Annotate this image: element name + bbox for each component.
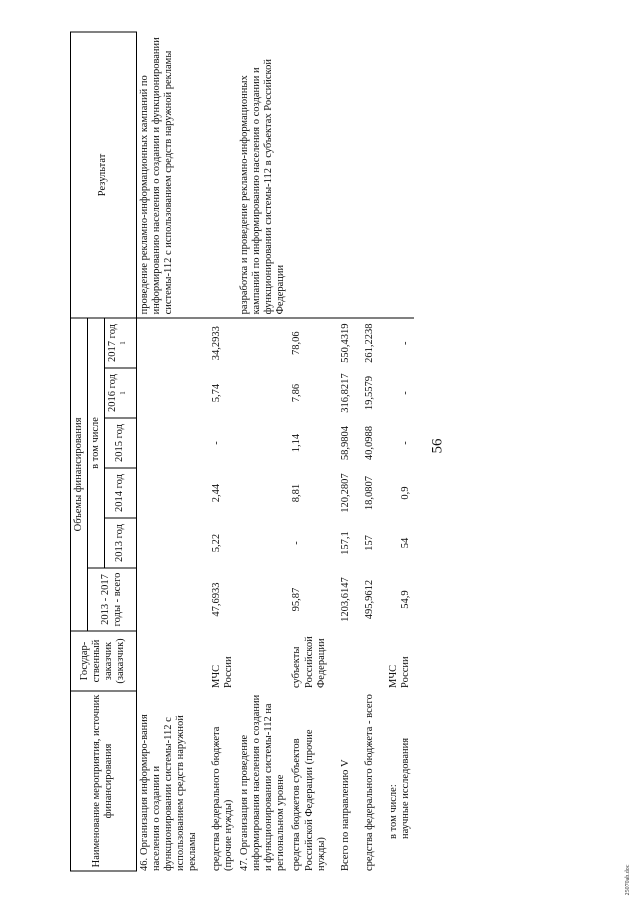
row46-total: 47,6933	[211, 582, 223, 617]
federal-2017: 261,2238	[363, 323, 375, 363]
science-2016: -	[399, 391, 411, 395]
science-label: в том числе: научные исследования	[387, 737, 411, 839]
row47-total: 95,87	[291, 587, 303, 612]
page-number: 56	[429, 438, 446, 454]
row47-2015: 1,14	[291, 433, 303, 453]
footer-filename: 25070ab.doc	[625, 864, 631, 896]
row46-customer: МЧС России	[211, 656, 235, 688]
table-row	[237, 32, 289, 871]
row46-2017: 34,2933	[211, 326, 223, 361]
header-2013: 2013 год	[105, 518, 137, 568]
science-2015: -	[399, 441, 411, 445]
row46-2014: 2,44	[211, 483, 223, 503]
header-customer: Государ-ственный заказчик (заказчик)	[71, 631, 137, 691]
table-row	[386, 32, 414, 871]
table-body	[136, 32, 414, 871]
row47-2013: -	[291, 541, 303, 545]
header-funding: Объемы финансирования	[71, 318, 88, 631]
row46-2016: 5,74	[211, 383, 223, 403]
federal-total: 495,9612	[363, 579, 375, 620]
science-2013: 54	[399, 537, 411, 549]
table-row	[362, 32, 378, 871]
header-2015: 2015 год	[105, 418, 137, 468]
federal-2016: 19,5579	[363, 375, 375, 411]
row47-customer: субъекты Российской Федерации	[291, 636, 327, 688]
row46-title: 46.Организация информиро-вания населения о создании и функционировании системы-112 с использованием средств наружной рекламы	[138, 714, 198, 871]
federal-2013: 157	[363, 535, 375, 551]
table-row	[338, 32, 354, 871]
total-v-2015: 58,9804	[339, 425, 351, 461]
header-result: Результат	[71, 32, 137, 318]
science-2017: -	[399, 341, 411, 345]
header-2017: 2017 год $^1$	[105, 318, 137, 368]
federal-2015: 40,0988	[363, 425, 375, 461]
total-v-label: Всего по направлению V	[339, 759, 351, 871]
science-total: 54,9	[399, 590, 411, 609]
federal-2014: 18,0807	[363, 475, 375, 511]
header-incl: в том числе	[88, 318, 105, 568]
total-v-2016: 316,8217	[339, 373, 351, 413]
row46-2013: 5,22	[211, 533, 223, 553]
federal-label: средства федерального бюджета - всего	[363, 694, 375, 871]
total-v-total: 1203,6147	[339, 577, 351, 622]
funding-table	[70, 31, 414, 871]
row47-2016: 7,86	[291, 383, 303, 403]
row46-source: средства федерального бюджета (прочие нужды)	[211, 726, 235, 871]
header-name: Наименование мероприятия, источник финансирования	[71, 691, 137, 871]
header-2016: 2016 год $^1$	[105, 368, 137, 418]
science-customer: МЧС России	[387, 656, 411, 688]
table-header	[71, 32, 137, 871]
total-v-2014: 120,2807	[339, 473, 351, 513]
header-total: 2013 - 2017 годы - всего	[88, 568, 137, 631]
row47-2017: 78,06	[291, 331, 303, 356]
rotated-table-page	[70, 33, 570, 872]
table-row	[136, 32, 201, 871]
row47-2014: 8,81	[291, 483, 303, 503]
row46-result: проведение рекламно-информационных кампаний по информированию населения о создании и функционировании системы-112 с использованием средств наружной рекламы	[136, 32, 237, 318]
science-2014: 0,9	[399, 486, 411, 500]
total-v-2017: 550,4319	[339, 323, 351, 363]
row46-2015: -	[211, 441, 223, 445]
row47-title: 47.Организация и проведение информирования населения о создании и функционировании системы-112 на региональном уровне	[239, 694, 287, 871]
row47-result: разработка и проведение рекламно-информационных кампаний по информированию населения о создании и функционировании системы-112 в субъектах Российской Федерации	[237, 32, 329, 318]
total-v-2013: 157,1	[339, 531, 351, 555]
row47-source: средства бюджетов субъектов Российской Федерации (прочие нужды)	[291, 729, 327, 871]
header-2014: 2014 год	[105, 468, 137, 518]
